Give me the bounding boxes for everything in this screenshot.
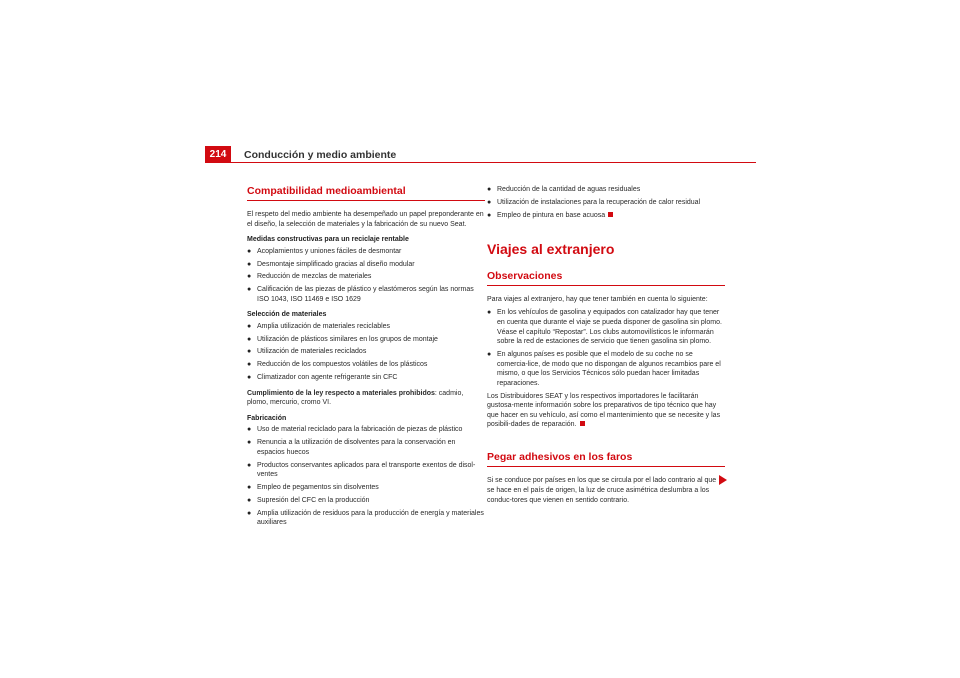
chapter-title: Viajes al extranjero [487, 241, 615, 258]
list-seleccion [247, 322, 485, 383]
end-of-section-icon [580, 421, 585, 426]
intro-paragraph: El respeto del medio ambiente ha desempeñado un papel preponderante en el diseño, la selección de materiales y la fabricación de su nuevo Seat. [247, 211, 484, 228]
closing-text: Los Distribuidores SEAT y los respectivos importadores le facilitarán gustosa-mente información sobre los preparativos de tipo técnico que hay que hacer en su vehículo, así como el mantenimiento que se necesite y las posibili-dades de reparación. [487, 392, 721, 429]
running-head: Conducción y medio ambiente [244, 149, 397, 161]
header-rule [205, 162, 756, 163]
list-item: ● Amplia utilización de residuos para la producción de energía y materiales auxiliares [247, 509, 485, 528]
list-observaciones [487, 308, 725, 388]
observaciones-intro: Para viajes al extranjero, hay que tener también en cuenta lo siguiente: [487, 296, 708, 304]
observaciones-closing [487, 392, 725, 430]
list-item: ● Acoplamientos y uniones fáciles de desmontar [247, 247, 485, 257]
compliance-text: : cadmio, plomo, mercurio, cromo VI. [247, 389, 464, 407]
subheading-medidas: Medidas constructivas para un reciclaje rentable [247, 236, 409, 244]
list-fabricacion [247, 425, 485, 527]
list-item: ● Utilización de plásticos similares en los grupos de montaje [247, 335, 485, 345]
section-title-adhesivos: Pegar adhesivos en los faros [487, 451, 725, 467]
list-item: ● Utilización de materiales reciclados [247, 347, 485, 357]
list-item-text: Empleo de pintura en base acuosa [497, 211, 606, 219]
list-fabricacion-continued [487, 185, 725, 220]
compliance-paragraph [247, 389, 485, 408]
continue-arrow-icon [719, 475, 727, 485]
list-item: ● Amplia utilización de materiales reciclables [247, 322, 485, 332]
subheading-seleccion: Selección de materiales [247, 311, 327, 319]
list-item: ● Renuncia a la utilización de disolventes para la conservación en espacios huecos [247, 438, 485, 457]
list-item: ● Utilización de instalaciones para la recuperación de calor residual [487, 198, 725, 208]
list-item: ● En algunos países es posible que el modelo de su coche no se comercia-lice, de modo que no dispongan de algunos recambios pare el mismo, o que los Servicios Técnicos sólo puedan hacer limitadas reparaciones. [487, 350, 725, 388]
list-item: ● Productos conservantes aplicados para el transporte exentos de disol-ventes [247, 461, 485, 480]
list-item: ● Uso de material reciclado para la fabricación de piezas de plástico [247, 425, 485, 435]
left-column [247, 185, 485, 531]
list-medidas [247, 247, 485, 305]
section-title-compatibilidad: Compatibilidad medioambiental [247, 185, 485, 201]
adhesivos-paragraph: Si se conduce por países en los que se circula por el lado contrario al que se hace en el país de origen, la luz de cruce asimétrica deslumbra a los conduc-tores que vienen en sentido contrario. [487, 477, 717, 504]
list-item: ● Supresión del CFC en la producción [247, 496, 485, 506]
end-of-section-icon [608, 212, 613, 217]
list-item: ● Reducción de mezclas de materiales [247, 272, 485, 282]
section-title-observaciones: Observaciones [487, 270, 725, 286]
list-item: ● Climatizador con agente refrigerante sin CFC [247, 373, 485, 383]
list-item: ● Reducción de la cantidad de aguas residuales [487, 185, 725, 195]
list-item: ● Empleo de pegamentos sin disolventes [247, 483, 485, 493]
list-item [487, 211, 725, 221]
right-column [487, 185, 725, 509]
page-number: 214 [205, 146, 231, 163]
list-item: ● En los vehículos de gasolina y equipados con catalizador hay que tener en cuenta que durante el viaje se pueda disponer de gasolina sin plomo. Véase el capítulo “Repostar”. Los clubs automovilísticos le informarán sobre la red de estaciones de servicio que tienen gasolina sin plomo. [487, 308, 725, 346]
list-item: ● Desmontaje simplificado gracias al diseño modular [247, 260, 485, 270]
compliance-lead: Cumplimiento de la ley respecto a materiales prohibidos [247, 389, 435, 397]
list-item: ● Reducción de los compuestos volátiles de los plásticos [247, 360, 485, 370]
list-item: ● Calificación de las piezas de plástico y elastómeros según las normas ISO 1043, ISO 11469 e ISO 1629 [247, 285, 485, 304]
subheading-fabricacion: Fabricación [247, 414, 287, 422]
